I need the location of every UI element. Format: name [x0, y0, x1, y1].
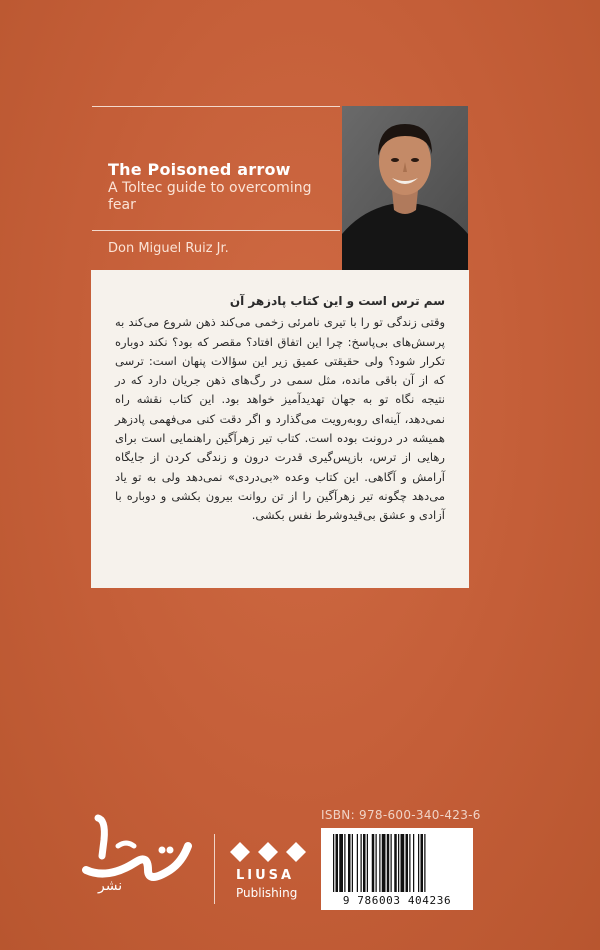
barcode-bar	[413, 834, 414, 892]
barcode-bar	[379, 834, 380, 892]
publisher-diamonds-logo	[228, 840, 308, 868]
barcode-bar	[361, 834, 362, 892]
barcode-bar	[352, 834, 353, 892]
divider-top	[92, 106, 340, 107]
barcode-bar	[376, 834, 377, 892]
divider-middle	[92, 230, 340, 231]
book-title: The Poisoned arrow	[108, 160, 291, 179]
barcode-bar	[398, 834, 399, 892]
barcode-bar	[424, 834, 425, 892]
barcode-bar	[333, 834, 334, 892]
barcode-bar	[344, 834, 345, 892]
barcode-bar	[418, 834, 419, 892]
barcode-bar	[357, 834, 358, 892]
barcode-bar	[406, 834, 409, 892]
publisher-fa-label: نشر	[98, 878, 123, 894]
barcode-bar	[387, 834, 390, 892]
blurb-body: وقتی زندگی تو را با تیری نامرئی زخمی می‌کند ذهن شروع می‌کند به پرسش‌های بی‌پاسخ: چرا این اتفاق افتاد؟ مقصر که بود؟ نکند دوباره تکرار شود؟ ولی حقیقتی عمیق زیر این سؤالات پنهان است: ترسی که از آن باقی مانده، مثل سمی در رگ‌های ذهن جریان دارد که در نتیجه نگاه تو به جهان تهدیدآمیز خواهد بود. این کتاب نقشه راه نمی‌دهد، آینه‌ای روبه‌رویت می‌گذارد و اگر دقت کنی می‌فهمی پادزهر همیشه در درونت بوده است. کتاب تیر زهرآگین راهنمایی است برای رهایی از ترس، بازپس‌گیری قدرت درون و زندگی کردن از جایگاه آرامش و آگاهی. این کتاب وعده «بی‌دردی» نمی‌دهد ولی به تو یاد می‌دهد چگونه تیر زهرآگین را از تن روانت بیرون بکشی و دوباره با آزادی و عشق بی‌قیدوشرط نفس بکشی.	[115, 315, 445, 523]
barcode-bar	[401, 834, 405, 892]
publisher-name: LIUSA	[236, 868, 295, 883]
diamonds-icon	[228, 840, 308, 864]
publisher-logo-fa	[78, 810, 198, 914]
barcode-bar	[367, 834, 368, 892]
blurb-panel	[91, 270, 469, 588]
barcode-bar	[409, 834, 410, 892]
isbn-label: ISBN: 978-600-340-423-6	[321, 808, 481, 822]
author-photo-icon	[342, 106, 468, 270]
book-author: Don Miguel Ruiz Jr.	[108, 241, 229, 256]
blurb-lead: سم ترس است و این کتاب پادزهر آن	[229, 294, 445, 308]
barcode-bar	[348, 834, 351, 892]
barcode-bar	[372, 834, 375, 892]
barcode	[321, 828, 473, 910]
barcode-bar	[339, 834, 343, 892]
barcode-bar	[394, 834, 397, 892]
liusa-calligraphy-icon	[78, 810, 198, 910]
barcode-bar	[336, 834, 339, 892]
barcode-bar	[391, 834, 392, 892]
barcode-bar	[421, 834, 424, 892]
logo-divider	[214, 834, 215, 904]
author-photo	[342, 106, 468, 270]
barcode-number: 9 786003 404236	[342, 894, 452, 907]
barcode-bar	[382, 834, 386, 892]
barcode-bar	[363, 834, 366, 892]
book-subtitle: A Toltec guide to overcoming fear	[108, 180, 312, 213]
publisher-sub: Publishing	[236, 886, 298, 900]
